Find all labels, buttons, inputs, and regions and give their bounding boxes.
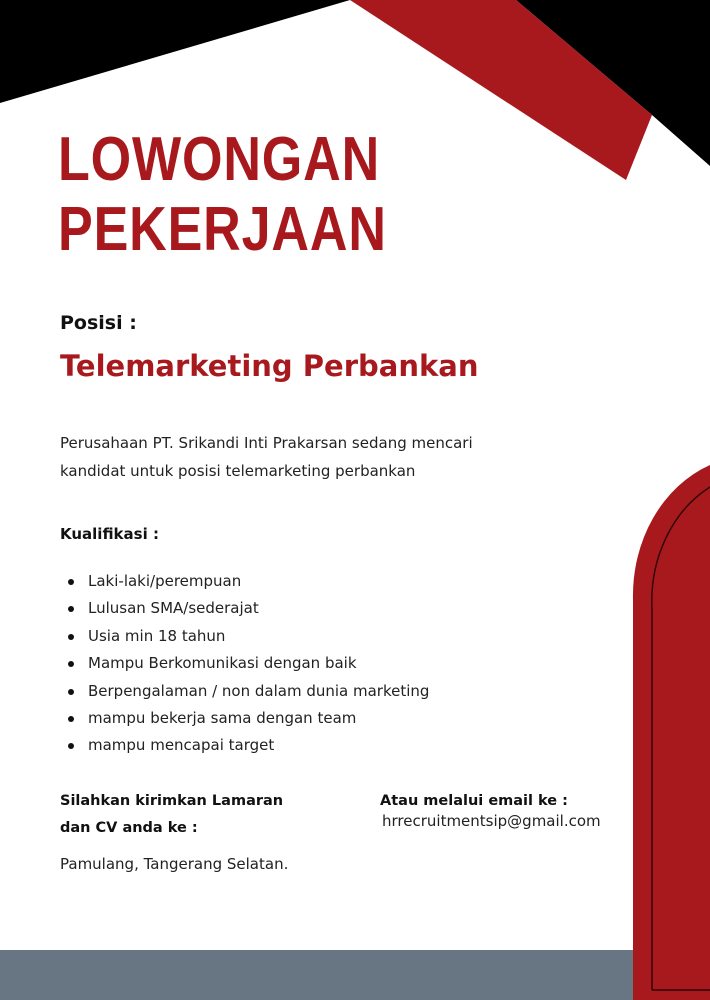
company-description [60, 429, 530, 485]
description-line-1: Perusahaan PT. Srikandi Inti Prakarsan sedang mencari [60, 434, 473, 452]
send-application-heading [60, 788, 320, 842]
position-label: Posisi : [60, 312, 137, 334]
page-title [58, 125, 387, 265]
send-heading-line-1: Silahkan kirimkan Lamaran [60, 793, 284, 809]
title-line-1: LOWONGAN [58, 125, 381, 194]
top-black-banner [0, 0, 350, 103]
send-heading-line-2: dan CV anda ke : [60, 820, 198, 836]
red-arch-shape [633, 465, 710, 1000]
list-item: Lulusan SMA/sederajat [60, 595, 429, 622]
address-text: Pamulang, Tangerang Selatan. [60, 855, 289, 873]
list-item: Mampu Berkomunikasi dengan baik [60, 650, 429, 677]
list-item: Berpengalaman / non dalam dunia marketing [60, 678, 429, 705]
list-item: mampu mencapai target [60, 732, 429, 759]
email-heading: Atau melalui email ke : [380, 793, 568, 809]
title-line-2: PEKERJAAN [58, 195, 387, 264]
description-line-2: kandidat untuk posisi telemarketing perbankan [60, 462, 416, 480]
qualifications-list [60, 568, 429, 760]
list-item: Usia min 18 tahun [60, 623, 429, 650]
qualifications-heading: Kualifikasi : [60, 525, 159, 543]
list-item: Laki-laki/perempuan [60, 568, 429, 595]
email-address: hrrecruitmentsip@gmail.com [382, 812, 601, 830]
footer-gray-bar [0, 950, 710, 1000]
list-item: mampu bekerja sama dengan team [60, 705, 429, 732]
position-value: Telemarketing Perbankan [60, 349, 479, 383]
